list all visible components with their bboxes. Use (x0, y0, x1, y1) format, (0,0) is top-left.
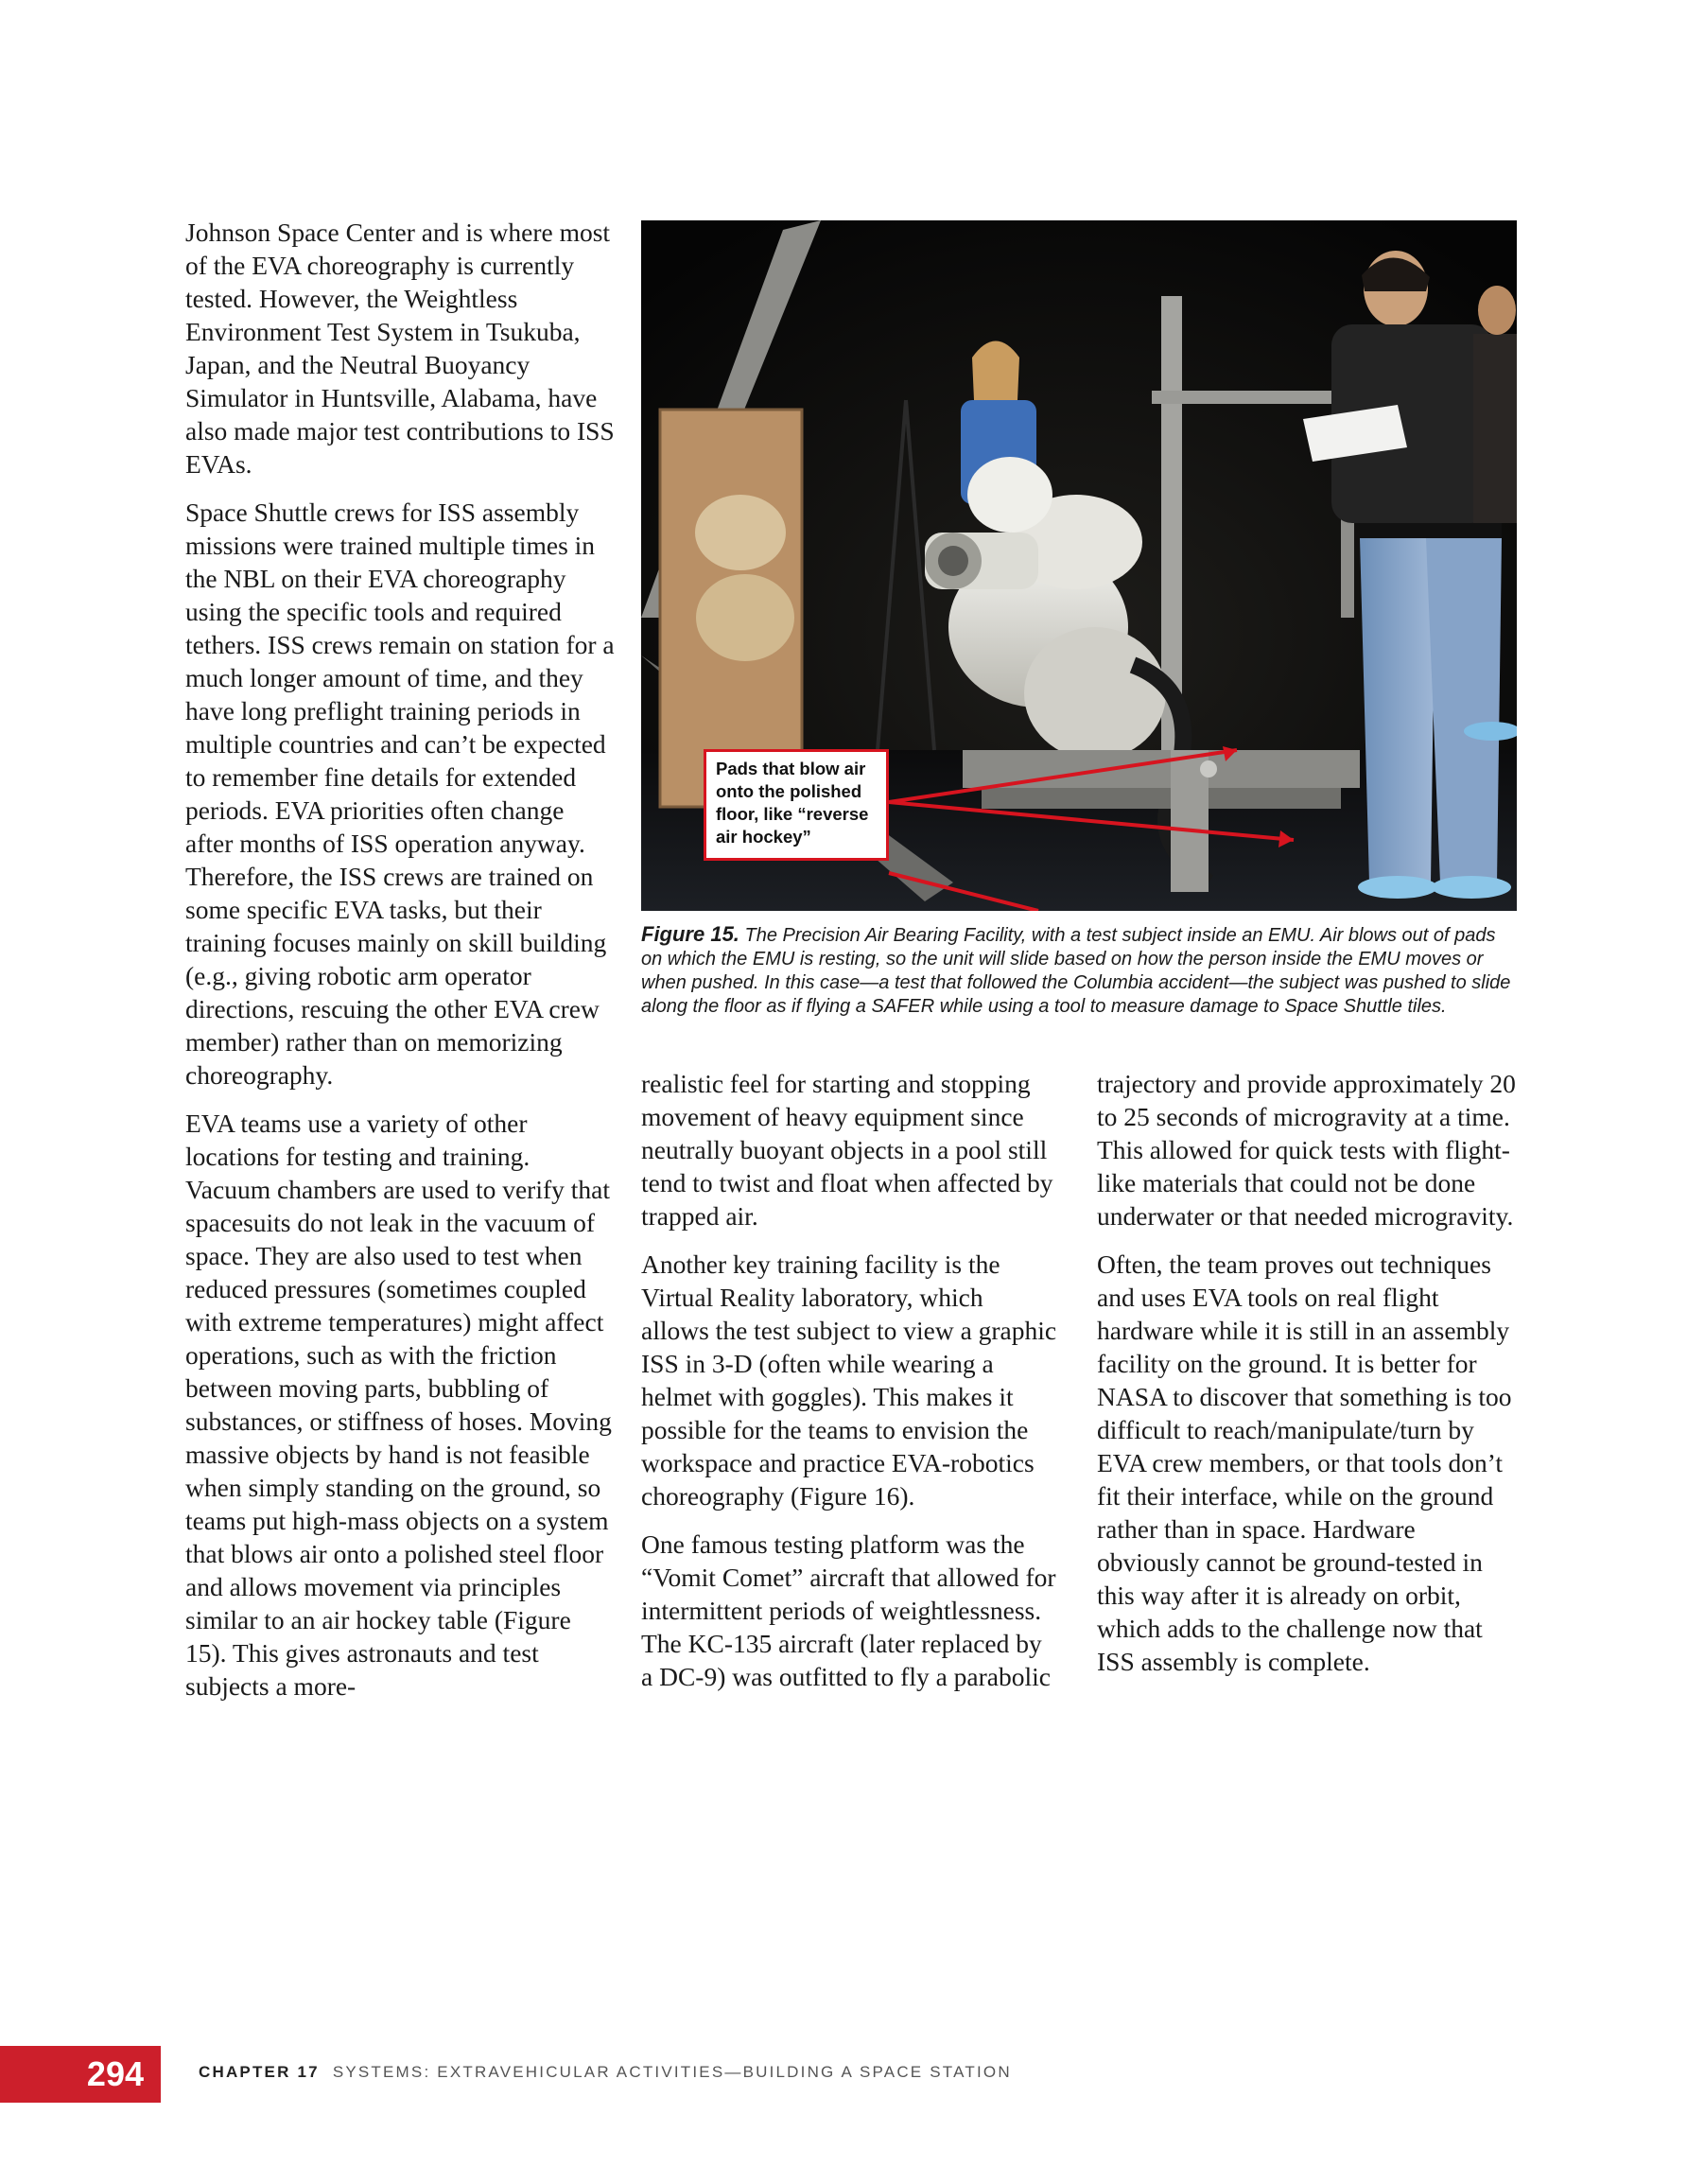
right-column (1097, 1067, 1522, 1693)
chapter-label: CHAPTER 17 (199, 2063, 320, 2081)
paragraph: One famous testing platform was the “Vomit Comet” aircraft that allowed for intermittent periods of weightlessness. The KC-135 aircraft (later replaced by a DC-9) was outfitted to fly a parabolic (641, 1529, 1056, 1691)
chapter-title: SYSTEMS: EXTRAVEHICULAR ACTIVITIES—BUILDING A SPACE STATION (332, 2063, 1012, 2081)
paragraph: realistic feel for starting and stopping movement of heavy equipment since neutrally buoyant objects in a pool still tend to twist and float when affected by trapped air. (641, 1069, 1053, 1231)
paragraph: EVA teams use a variety of other locations for testing and training. Vacuum chambers are used to verify that spacesuits do not leak in the vacuum of space. They are also used to test when reduced pressures (sometimes coupled with extreme temperatures) might affect operations, such as with the friction between moving parts, bubbling of substances, or stiffness of hoses. Moving massive objects by hand is not feasible when simply standing on the ground, so teams put high-mass objects on a system that blows air onto a polished steel floor and allows movement via principles similar to an air hockey table (Figure 15). This gives astronauts and test subjects a more- (185, 1109, 612, 1701)
left-column (185, 216, 617, 1718)
figure-caption (641, 922, 1521, 1019)
middle-column (641, 1067, 1057, 1708)
paragraph: Johnson Space Center and is where most of the EVA choreography is currently tested. However, the Weightless Environment Test System in Tsukuba, Japan, and the Neutral Buoyancy Simulator in Huntsville, Alabama, have also made major test contributions to ISS EVAs. (185, 218, 615, 479)
figure-label: Figure 15. (641, 922, 739, 946)
running-head (199, 2063, 1012, 2082)
caption-text: The Precision Air Bearing Facility, with a test subject inside an EMU. Air blows out of pads on which the EMU is resting, so the unit will slide based on how the person inside the EMU moves or when pushed. In this case—a test that followed the Columbia accident—the subject was pushed to slide along the floor as if flying a SAFER while using a tool to measure damage to Space Shuttle tiles. (641, 925, 1511, 1017)
callout-box: Pads that blow air onto the polished floor, like “reverse air hockey” (704, 749, 889, 861)
paragraph: Another key training facility is the Virtual Reality laboratory, which allows the test subject to view a graphic ISS in 3-D (often while wearing a helmet with goggles). This makes it possible for the teams to envision the workspace and practice EVA-robotics choreography (Figure 16). (641, 1249, 1057, 1511)
paragraph: trajectory and provide approximately 20 to 25 seconds of microgravity at a time. This allowed for quick tests with flight-like materials that could not be done underwater or that needed microgravity. (1097, 1069, 1516, 1231)
paragraph: Often, the team proves out techniques and uses EVA tools on real flight hardware while it is still in an assembly facility on the ground. It is better for NASA to discover that something is too difficult to reach/manipulate/turn by EVA crew members, or that tools don’t fit their interface, while on the ground rather than in space. Hardware obviously cannot be ground-tested in this way after it is already on orbit, which adds to the challenge now that ISS assembly is complete. (1097, 1249, 1512, 1676)
page-number: 294 (0, 2046, 161, 2103)
paragraph: Space Shuttle crews for ISS assembly missions were trained multiple times in the NBL on their EVA choreography using the specific tools and required tethers. ISS crews remain on station for a much longer amount of time, and they have long preflight training periods in multiple countries and can’t be expected to remember fine details for extended periods. EVA priorities often change after months of ISS operation anyway. Therefore, the ISS crews are trained on some specific EVA tasks, but their training focuses mainly on skill building (e.g., giving robotic arm operator directions, rescuing the other EVA crew member) rather than on memorizing choreography. (185, 498, 615, 1090)
